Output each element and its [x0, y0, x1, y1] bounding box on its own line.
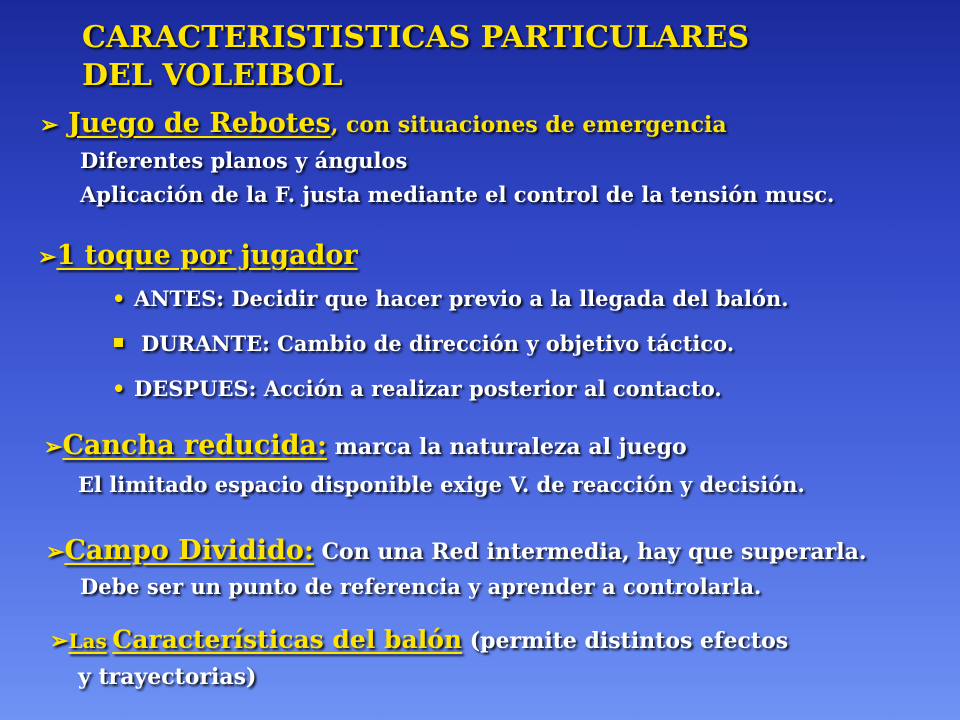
arrow-bullet-icon: ➢: [46, 539, 65, 565]
campo-subtitle: Con una Red intermedia, hay que superarla.: [313, 539, 867, 565]
bullet-dot-icon: •: [112, 286, 126, 311]
cancha-subtitle: marca la naturaleza al juego: [326, 434, 687, 460]
section-campo-heading: [46, 535, 867, 566]
arrow-bullet-icon: ➢: [50, 628, 69, 654]
page-title-line1: CARACTERISTISTICAS PARTICULARES: [82, 20, 749, 55]
rebotes-subtitle: , con situaciones de emergencia: [330, 112, 727, 138]
balon-line2: y trayectorias): [78, 664, 257, 690]
page-title-line2: DEL VOLEIBOL: [82, 58, 343, 93]
campo-line2: Debe ser un punto de referencia y aprender a controlarla.: [80, 574, 762, 599]
toque-item-durante: [110, 331, 734, 356]
rebotes-line2: Diferentes planos y ángulos: [80, 148, 408, 173]
toque-title: 1 toque por jugador: [56, 240, 358, 271]
toque-item-durante-text: DURANTE: Cambio de dirección y objetivo táctico.: [141, 331, 735, 356]
section-cancha-heading: [44, 430, 687, 461]
toque-item-despues: [112, 376, 722, 401]
campo-title: Campo Dividido:: [64, 535, 314, 566]
section-rebotes-heading: [40, 108, 727, 139]
arrow-bullet-icon: ➢: [38, 244, 57, 270]
balon-subtitle: (permite distintos efectos: [462, 628, 789, 654]
rebotes-line3: Aplicación de la F. justa mediante el control de la tensión musc.: [80, 182, 835, 207]
balon-title-small: Las: [68, 629, 107, 653]
square-bullet-icon: [114, 338, 123, 347]
balon-title: Características del balón: [112, 625, 463, 654]
cancha-line2: El limitado espacio disponible exige V. de reacción y decisión.: [78, 472, 805, 497]
section-toque-heading: [38, 240, 358, 271]
toque-item-antes: [112, 286, 789, 311]
toque-item-antes-text: ANTES: Decidir que hacer previo a la llegada del balón.: [134, 286, 789, 311]
arrow-bullet-icon: ➢: [44, 434, 63, 460]
section-balon-heading: [50, 625, 788, 654]
cancha-title: Cancha reducida:: [62, 430, 327, 461]
rebotes-title: Juego de Rebotes: [68, 108, 331, 139]
arrow-bullet-icon: ➢: [40, 112, 59, 138]
toque-item-despues-text: DESPUES: Acción a realizar posterior al contacto.: [134, 376, 722, 401]
bullet-dot-icon: •: [112, 376, 126, 401]
